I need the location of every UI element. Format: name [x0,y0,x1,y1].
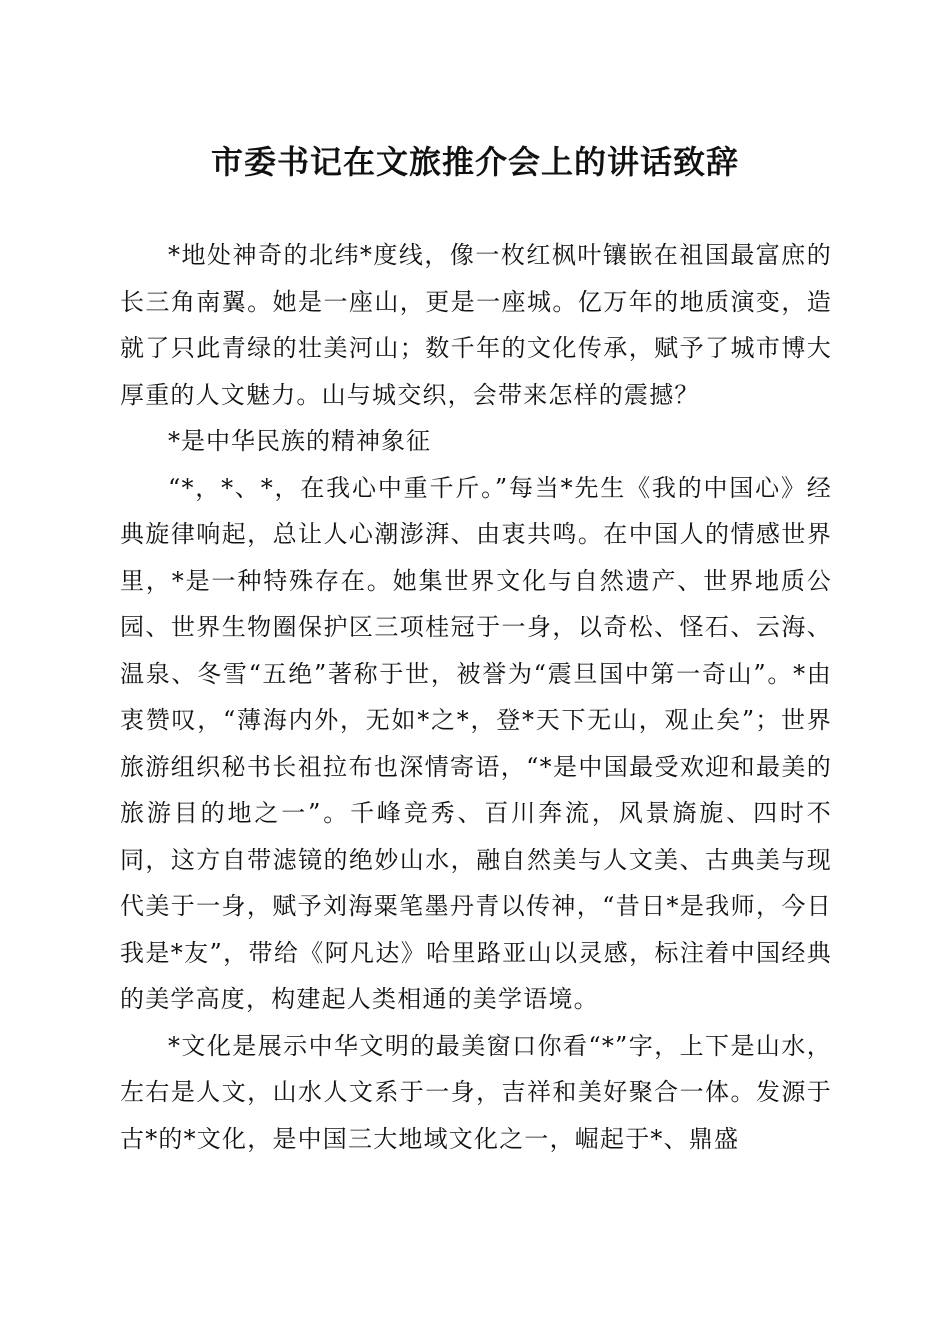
paragraph-culture: *文化是展示中华文明的最美窗口你看“*”字，上下是山水，左右是人文，山水人文系于一身，吉祥和美好聚合一体。发源于古*的*文化，是中国三大地域文化之一，崛起于*、鼎盛 [120,1031,832,1153]
section-heading-spirit: *是中华民族的精神象征 [168,427,431,455]
document-title: 市委书记在文旅推介会上的讲话致辞 [210,143,739,181]
paragraph-intro: *地处神奇的北纬*度线，像一枚红枫叶镶嵌在祖国最富庶的长三角南翼。她是一座山，更是一座城。亿万年的地质演变，造就了只此青绿的壮美河山；数千年的文化传承，赋予了城市博大厚重的人文魅力。山与城交织，会带来怎样的震撼？ [120,241,832,409]
document-body [120,232,832,1162]
paragraph-spirit: “*，*、*，在我心中重千斤。”每当*先生《我的中国心》经典旋律响起，总让人心潮澎湃、由衷共鸣。在中国人的情感世界里，*是一种特殊存在。她集世界文化与自然遗产、世界地质公园、世界生物圈保护区三项桂冠于一身，以奇松、怪石、云海、温泉、冬雪“五绝”著称于世，被誉为“震旦国中第一奇山”。*由衷赞叹，“薄海内外，无如*之*，登*天下无山，观止矣”；世界旅游组织秘书长祖拉布也深情寄语，“*是中国最受欢迎和最美的旅游目的地之一”。千峰竞秀、百川奔流，风景旖旎、四时不同，这方自带滤镜的绝妙山水，融自然美与人文美、古典美与现代美于一身，赋予刘海粟笔墨丹青以传神，“昔日*是我师，今日我是*友”，带给《阿凡达》哈里路亚山以灵感，标注着中国经典的美学高度，构建起人类相通的美学语境。 [120,473,832,1013]
